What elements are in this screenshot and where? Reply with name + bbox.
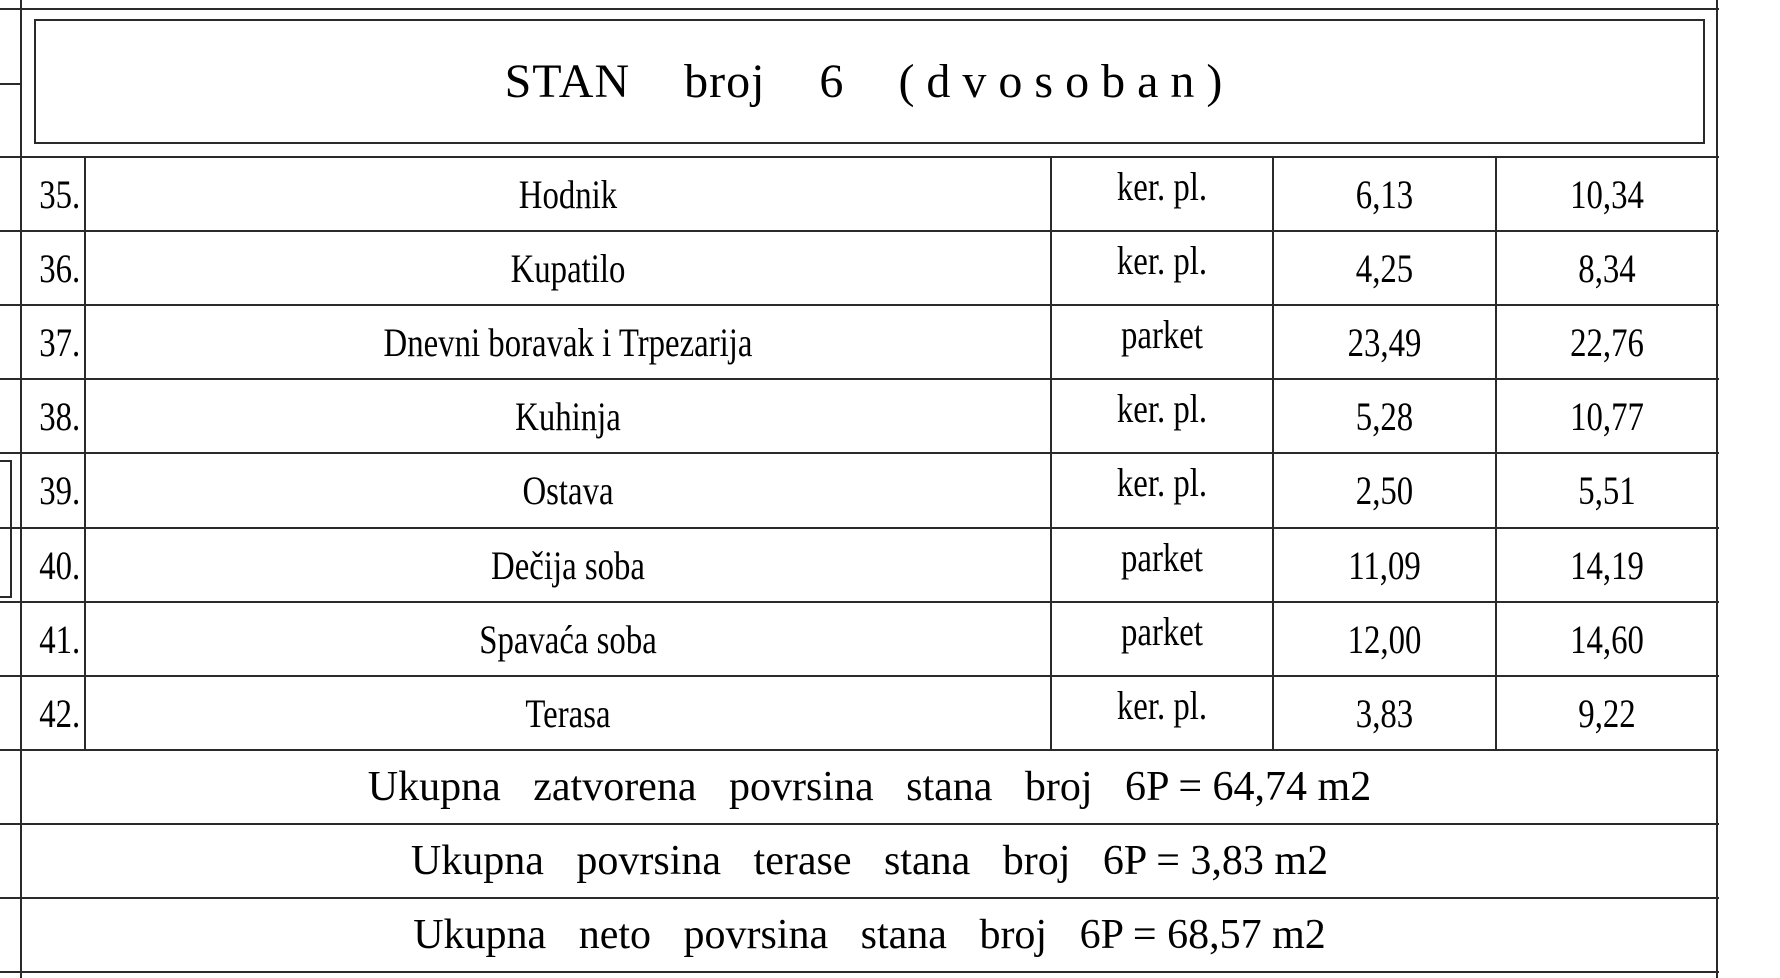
table-row [20, 157, 1717, 231]
table-row [20, 676, 1717, 750]
room-perimeter: 14,60 [1570, 616, 1644, 662]
table-row [20, 528, 1717, 602]
room-perimeter: 8,34 [1578, 245, 1636, 291]
room-area: 6,13 [1355, 171, 1414, 217]
frame-left-tick [0, 83, 22, 85]
col-divider-floor [1272, 156, 1274, 750]
room-number: 38. [39, 393, 81, 439]
room-name: Ostava [522, 467, 614, 513]
room-number: 42. [39, 690, 81, 736]
floor-type: parket [1121, 535, 1203, 580]
summary-value: P = 64,74 m2 [1146, 764, 1372, 810]
room-name: Dnevni boravak i Trpezarija [383, 319, 753, 365]
room-number: 37. [39, 319, 81, 365]
side-marker-box [0, 460, 12, 598]
apartment-title: STAN broj 6 (dvosoban) [504, 55, 1235, 108]
floor-type: ker. pl. [1116, 164, 1208, 209]
floor-type: ker. pl. [1116, 386, 1208, 431]
room-perimeter: 14,19 [1570, 542, 1644, 588]
room-area: 5,28 [1355, 393, 1414, 439]
room-area: 3,83 [1355, 690, 1414, 736]
room-area: 12,00 [1347, 616, 1422, 662]
table-row [20, 231, 1717, 305]
summary-divider [0, 971, 1719, 973]
room-perimeter: 5,51 [1578, 467, 1636, 513]
col-divider-name [1050, 156, 1052, 750]
frame-top-line [0, 8, 1719, 10]
room-number: 40. [39, 542, 81, 588]
summary-value: P = 3,83 m2 [1123, 838, 1329, 884]
table-row [20, 602, 1717, 676]
summary-value: P = 68,57 m2 [1100, 912, 1326, 958]
table-row [20, 305, 1717, 379]
room-number: 36. [39, 245, 81, 291]
room-area: 2,50 [1355, 467, 1414, 513]
col-divider-num [84, 156, 86, 750]
room-perimeter: 10,77 [1570, 393, 1644, 439]
floor-type: parket [1121, 609, 1203, 654]
room-area: 11,09 [1348, 542, 1421, 588]
summary-row [22, 898, 1717, 972]
summary-label: Ukupna neto povrsina stana broj 6 [413, 912, 1101, 958]
room-number: 39. [39, 467, 81, 513]
room-number: 41. [39, 616, 81, 662]
room-perimeter: 9,22 [1578, 690, 1636, 736]
summary-label: Ukupna zatvorena povrsina stana broj 6 [367, 764, 1147, 810]
room-name: Dečija soba [491, 542, 645, 588]
room-name: Hodnik [518, 171, 618, 217]
floor-type: ker. pl. [1116, 460, 1208, 505]
apartment-title-box [34, 19, 1705, 144]
col-divider-area [1495, 156, 1497, 750]
floor-type: ker. pl. [1116, 683, 1208, 728]
summary-row [22, 750, 1717, 824]
room-perimeter: 22,76 [1570, 319, 1644, 365]
floor-type: ker. pl. [1116, 238, 1208, 283]
room-name: Kupatilo [510, 245, 626, 291]
room-name: Terasa [525, 690, 611, 736]
room-perimeter: 10,34 [1570, 171, 1644, 217]
table-row [20, 453, 1717, 527]
room-name: Kuhinja [515, 393, 621, 439]
summary-label: Ukupna povrsina terase stana broj 6 [410, 838, 1124, 884]
room-area: 23,49 [1347, 319, 1422, 365]
room-name: Spavaća soba [479, 616, 657, 662]
summary-row [22, 824, 1717, 898]
room-area: 4,25 [1355, 245, 1414, 291]
floor-type: parket [1121, 312, 1203, 357]
room-number: 35. [39, 171, 81, 217]
table-row [20, 379, 1717, 453]
